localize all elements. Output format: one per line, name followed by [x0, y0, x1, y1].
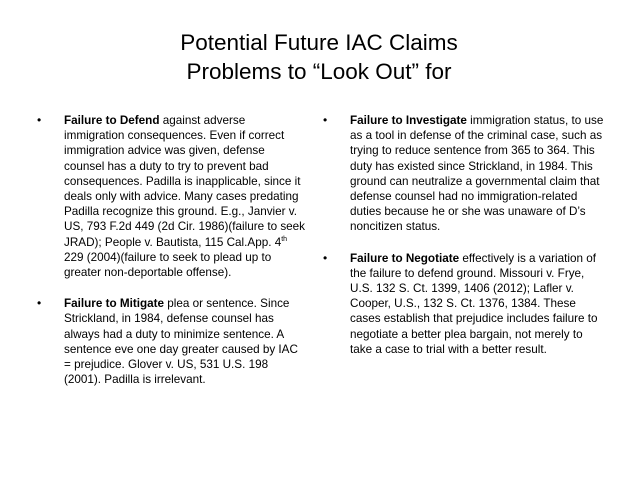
bullet-marker: • [323, 113, 328, 127]
bullet-text [64, 296, 307, 387]
left-column [37, 113, 307, 387]
bullet-marker: • [37, 296, 42, 311]
title-line-2: Problems to “Look Out” for [186, 59, 452, 84]
bullet-body-continued: 229 (2004)(failure to seek to plead up to greater non-deportable offense). [64, 250, 272, 280]
bullet-item-failure-to-defend [37, 113, 307, 280]
bullet-body: immigration status, to use as a tool in defense of the criminal case, such as trying to reduce sentence from 365 to 364. This duty has existed since Strickland, in 1984. This ground can neutralize a governmental claim that defense counsel had no immigration-related duties because he or she was unaware of D’s noncitizen status. [350, 114, 604, 234]
superscript: th [281, 235, 288, 243]
bullet-heading: Failure to Negotiate [350, 251, 460, 265]
bullet-item-failure-to-negotiate [323, 251, 605, 357]
bullet-heading: Failure to Investigate [350, 114, 467, 127]
right-column [323, 113, 605, 357]
bullet-item-failure-to-investigate [323, 113, 605, 235]
slide-title [0, 28, 638, 86]
bullet-body: against adverse immigration consequences. Even if correct immigration advice was given, defense counsel has a duty to try to prevent bad consequences. Padilla is inapplicable, since it deals only with advice. Many cases predating Padilla recognize this ground. E.g., Janvier v. US, 793 F.2d 449 (2d Cir. 1986)(failure to seek JRAD); People v. Bautista, 115 Cal.App. 4 [64, 114, 306, 249]
bullet-text [64, 113, 307, 280]
bullet-heading: Failure to Mitigate [64, 297, 165, 311]
bullet-marker: • [323, 250, 328, 265]
bullet-body: plea or sentence. Since Strickland, in 1984, defense counsel has always had a duty to minimize sentence. A sentence eve one day greater caused by IAC = prejudice. Glover v. US, 531 U.S. 198 (2001). Padilla is irrelevant. [64, 297, 298, 387]
bullet-text [350, 113, 605, 235]
bullet-item-failure-to-mitigate [37, 296, 307, 387]
bullet-body: effectively is a variation of the failure to defend ground. Missouri v. Frye, U.S. 132 S. Ct. 1399, 1406 (2012); Lafler v. Cooper, U.S., 132 S. Ct. 1376, 1384. These cases establish that prejudice includes failure to negotiate a better plea bargain, not merely to take a case to trial with a better result. [350, 251, 598, 356]
title-line-1: Potential Future IAC Claims [180, 30, 458, 55]
bullet-heading: Failure to Defend [64, 114, 160, 127]
bullet-marker: • [37, 113, 42, 127]
bullet-text [350, 251, 605, 357]
